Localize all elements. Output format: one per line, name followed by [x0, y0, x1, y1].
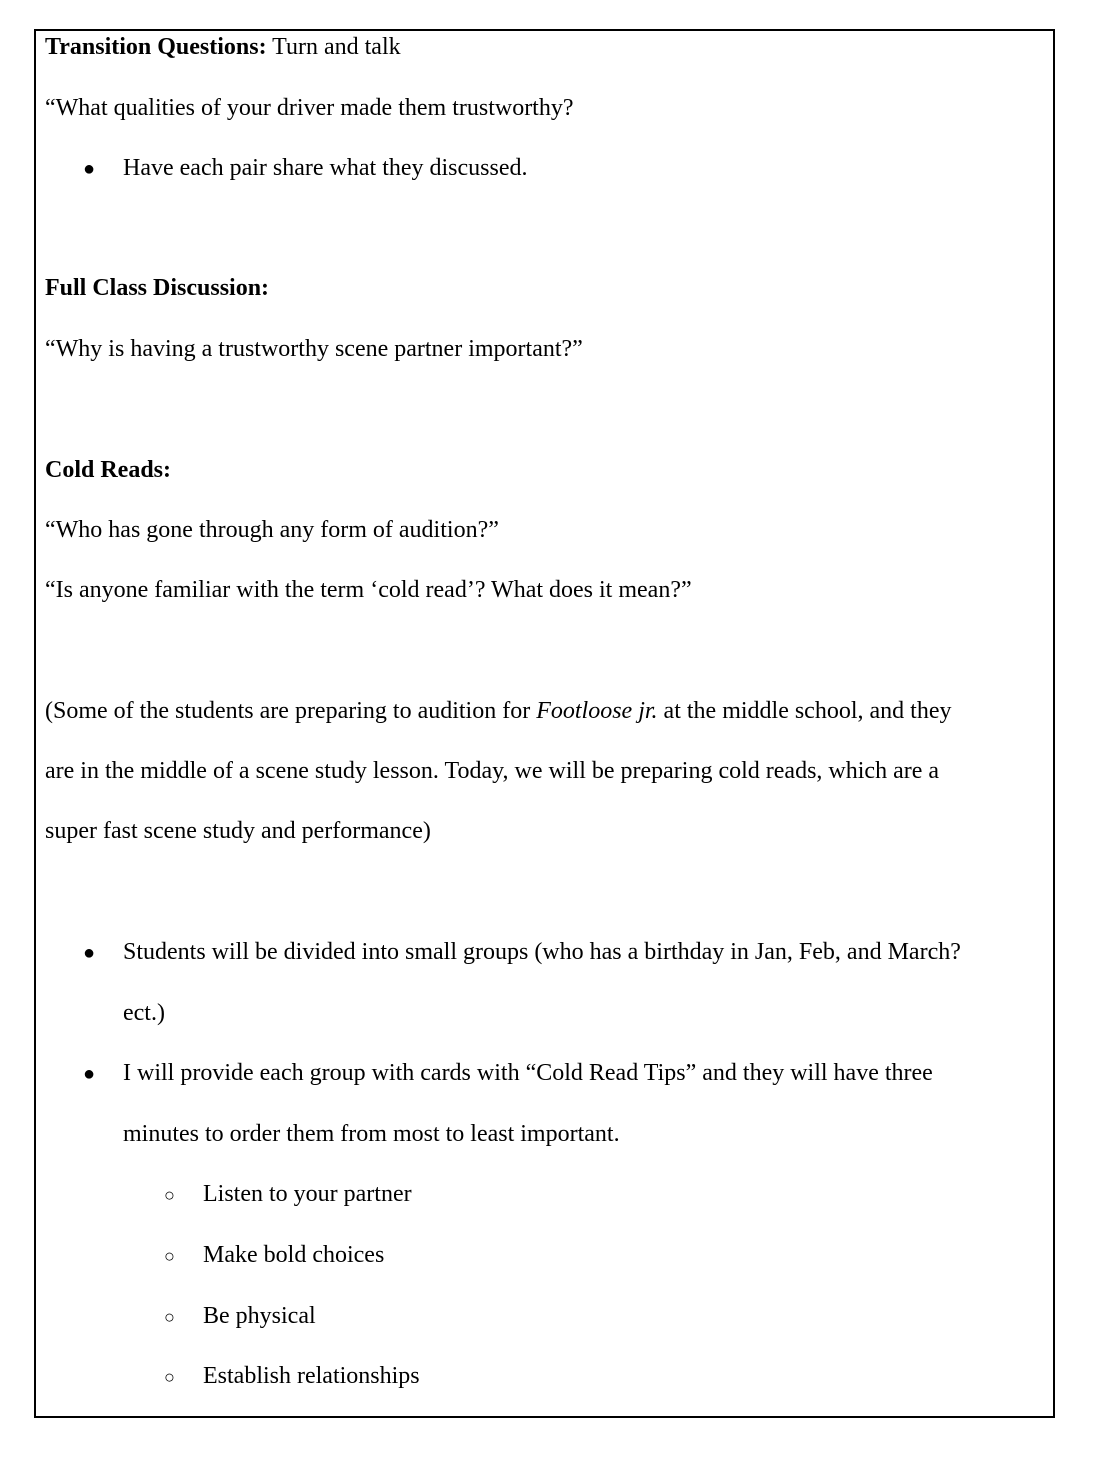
sub-bullet-marker: ○ [164, 1307, 175, 1327]
tip-item: Make bold choices [203, 1242, 385, 1268]
bullet-marker: ● [83, 1063, 96, 1085]
bullet-2-line-2: minutes to order them from most to least important. [123, 1121, 620, 1147]
context-line-2: are in the middle of a scene study lesson. Today, we will be preparing cold reads, which are a [45, 758, 940, 784]
bullet-1-line-1: Students will be divided into small groups (who has a birthday in Jan, Feb, and March? [123, 939, 961, 965]
context-line-3: super fast scene study and performance) [45, 818, 431, 844]
cold-reads-question-1: “Who has gone through any form of audition?” [45, 517, 499, 543]
context-line-1-pre: (Some of the students are preparing to audition for [45, 698, 537, 724]
bullet-marker: ● [83, 158, 96, 180]
play-title: Footloose jr. [536, 698, 658, 724]
full-class-question: “Why is having a trustworthy scene partner important?” [45, 336, 583, 362]
tip-item: Establish relationships [203, 1363, 420, 1389]
tip-item: Be physical [203, 1303, 316, 1329]
cold-reads-question-2: “Is anyone familiar with the term ‘cold read’? What does it mean?” [45, 577, 692, 603]
transition-heading-suffix: Turn and talk [266, 34, 401, 60]
bullet-2-line-1: I will provide each group with cards with “Cold Read Tips” and they will have three [123, 1060, 933, 1086]
transition-heading-line [45, 32, 401, 62]
bullet-marker: ● [83, 942, 96, 964]
transition-bullet-text: Have each pair share what they discussed. [123, 155, 528, 181]
sub-bullet-marker: ○ [164, 1367, 175, 1387]
sub-bullet-marker: ○ [164, 1246, 175, 1266]
full-class-heading: Full Class Discussion: [45, 275, 270, 301]
context-line-1-post: at the middle school, and they [657, 698, 952, 724]
transition-heading: Transition Questions: [45, 34, 267, 60]
sub-bullet-marker: ○ [164, 1185, 175, 1205]
tip-item: Listen to your partner [203, 1181, 412, 1207]
bullet-1-line-2: ect.) [123, 1000, 165, 1026]
cold-reads-heading: Cold Reads: [45, 457, 172, 483]
transition-question: “What qualities of your driver made them trustworthy? [45, 95, 574, 121]
context-line-1 [45, 696, 951, 726]
